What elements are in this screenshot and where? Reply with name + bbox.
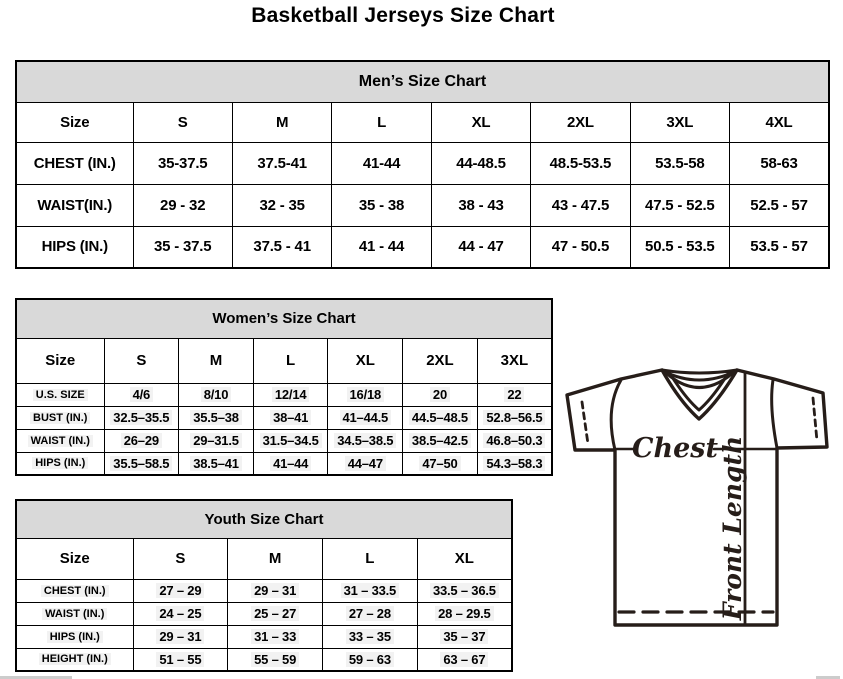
size-cell: 31.5–34.5 bbox=[253, 429, 328, 452]
table-row bbox=[16, 579, 512, 602]
size-cell: 63 – 67 bbox=[417, 648, 512, 671]
size-cell: 16/18 bbox=[328, 383, 403, 406]
size-cell: 28 – 29.5 bbox=[417, 602, 512, 625]
row-label: CHEST (IN.) bbox=[16, 142, 133, 184]
size-cell: 35 - 38 bbox=[332, 184, 431, 226]
left-seam-path bbox=[611, 380, 621, 450]
size-cell: 29 - 32 bbox=[133, 184, 232, 226]
size-cell: 22 bbox=[477, 383, 552, 406]
size-cell: 48.5-53.5 bbox=[531, 142, 630, 184]
size-cell: 29 – 31 bbox=[133, 625, 228, 648]
size-cell: 34.5–38.5 bbox=[328, 429, 403, 452]
size-cell: 33 – 35 bbox=[323, 625, 418, 648]
jersey-measurement-diagram bbox=[558, 362, 838, 637]
size-cell: 32.5–35.5 bbox=[104, 406, 179, 429]
size-cell: 50.5 - 53.5 bbox=[630, 226, 729, 268]
size-cell: 44.5–48.5 bbox=[403, 406, 478, 429]
size-cell: 38.5–41 bbox=[179, 452, 254, 475]
column-header: M bbox=[232, 102, 331, 142]
size-cell: 53.5-58 bbox=[630, 142, 729, 184]
youth-size-table bbox=[15, 499, 513, 672]
size-cell: 29–31.5 bbox=[179, 429, 254, 452]
size-cell: 35 - 37.5 bbox=[133, 226, 232, 268]
size-cell: 32 - 35 bbox=[232, 184, 331, 226]
column-header: 3XL bbox=[477, 338, 552, 383]
column-header: XL bbox=[431, 102, 530, 142]
table-row bbox=[16, 429, 552, 452]
chest-label: Chest bbox=[632, 433, 718, 464]
row-label: BUST (IN.) bbox=[16, 406, 104, 429]
size-cell: 47.5 - 52.5 bbox=[630, 184, 729, 226]
column-header: S bbox=[133, 102, 232, 142]
women-chart-title: Women’s Size Chart bbox=[16, 299, 552, 338]
size-cell: 20 bbox=[403, 383, 478, 406]
size-cell: 31 – 33 bbox=[228, 625, 323, 648]
size-cell: 24 – 25 bbox=[133, 602, 228, 625]
size-cell: 53.5 - 57 bbox=[730, 226, 829, 268]
size-cell: 43 - 47.5 bbox=[531, 184, 630, 226]
size-cell: 37.5 - 41 bbox=[232, 226, 331, 268]
size-cell: 38 - 43 bbox=[431, 184, 530, 226]
table-row bbox=[16, 226, 829, 268]
womens-size-table bbox=[15, 298, 553, 476]
column-header: Size bbox=[16, 338, 104, 383]
size-cell: 27 – 28 bbox=[323, 602, 418, 625]
youth-chart-title: Youth Size Chart bbox=[16, 500, 512, 538]
front-length-label: Front Length bbox=[718, 435, 747, 621]
size-cell: 35.5–38 bbox=[179, 406, 254, 429]
column-header: L bbox=[323, 538, 418, 579]
table-row bbox=[16, 184, 829, 226]
collar-top-arc bbox=[662, 370, 737, 373]
column-header: M bbox=[228, 538, 323, 579]
size-cell: 59 – 63 bbox=[323, 648, 418, 671]
size-cell: 44 - 47 bbox=[431, 226, 530, 268]
column-header: 3XL bbox=[630, 102, 729, 142]
size-cell: 37.5-41 bbox=[232, 142, 331, 184]
size-cell: 52.8–56.5 bbox=[477, 406, 552, 429]
size-cell: 47 - 50.5 bbox=[531, 226, 630, 268]
size-cell: 51 – 55 bbox=[133, 648, 228, 671]
size-cell: 35.5–58.5 bbox=[104, 452, 179, 475]
row-label: U.S. SIZE bbox=[16, 383, 104, 406]
size-cell: 55 – 59 bbox=[228, 648, 323, 671]
right-seam-path bbox=[772, 380, 777, 448]
column-header: L bbox=[253, 338, 328, 383]
row-label: HEIGHT (IN.) bbox=[16, 648, 133, 671]
size-cell: 41–44.5 bbox=[328, 406, 403, 429]
row-label: WAIST (IN.) bbox=[16, 602, 133, 625]
size-cell: 41 - 44 bbox=[332, 226, 431, 268]
column-header: 2XL bbox=[403, 338, 478, 383]
column-header: S bbox=[133, 538, 228, 579]
column-header: M bbox=[179, 338, 254, 383]
size-cell: 35 – 37 bbox=[417, 625, 512, 648]
table-row bbox=[16, 383, 552, 406]
column-header: S bbox=[104, 338, 179, 383]
size-cell: 41-44 bbox=[332, 142, 431, 184]
row-label: WAIST(IN.) bbox=[16, 184, 133, 226]
row-label: HIPS (IN.) bbox=[16, 226, 133, 268]
size-cell: 25 – 27 bbox=[228, 602, 323, 625]
size-cell: 12/14 bbox=[253, 383, 328, 406]
table-row bbox=[16, 406, 552, 429]
page-title: Basketball Jerseys Size Chart bbox=[251, 4, 555, 27]
mens-size-table bbox=[15, 60, 830, 269]
men-chart-title: Men’s Size Chart bbox=[16, 61, 829, 102]
size-cell: 54.3–58.3 bbox=[477, 452, 552, 475]
size-cell: 35-37.5 bbox=[133, 142, 232, 184]
column-header: L bbox=[332, 102, 431, 142]
right-sleeve-dashed-line bbox=[813, 398, 817, 441]
size-cell: 58-63 bbox=[730, 142, 829, 184]
table-row bbox=[16, 625, 512, 648]
size-cell: 52.5 - 57 bbox=[730, 184, 829, 226]
column-header: Size bbox=[16, 102, 133, 142]
row-label: HIPS (IN.) bbox=[16, 452, 104, 475]
size-cell: 41–44 bbox=[253, 452, 328, 475]
size-cell: 26–29 bbox=[104, 429, 179, 452]
column-header: Size bbox=[16, 538, 133, 579]
size-cell: 38.5–42.5 bbox=[403, 429, 478, 452]
table-row bbox=[16, 452, 552, 475]
column-header: XL bbox=[417, 538, 512, 579]
size-cell: 38–41 bbox=[253, 406, 328, 429]
size-cell: 27 – 29 bbox=[133, 579, 228, 602]
column-header: XL bbox=[328, 338, 403, 383]
left-sleeve-dashed-line bbox=[582, 402, 588, 444]
size-cell: 4/6 bbox=[104, 383, 179, 406]
table-row bbox=[16, 648, 512, 671]
size-cell: 31 – 33.5 bbox=[323, 579, 418, 602]
size-cell: 8/10 bbox=[179, 383, 254, 406]
size-cell: 44-48.5 bbox=[431, 142, 530, 184]
table-row bbox=[16, 602, 512, 625]
column-header: 4XL bbox=[730, 102, 829, 142]
size-cell: 44–47 bbox=[328, 452, 403, 475]
size-cell: 29 – 31 bbox=[228, 579, 323, 602]
table-row bbox=[16, 142, 829, 184]
row-label: CHEST (IN.) bbox=[16, 579, 133, 602]
size-cell: 33.5 – 36.5 bbox=[417, 579, 512, 602]
size-cell: 47–50 bbox=[403, 452, 478, 475]
column-header: 2XL bbox=[531, 102, 630, 142]
row-label: WAIST (IN.) bbox=[16, 429, 104, 452]
row-label: HIPS (IN.) bbox=[16, 625, 133, 648]
size-cell: 46.8–50.3 bbox=[477, 429, 552, 452]
